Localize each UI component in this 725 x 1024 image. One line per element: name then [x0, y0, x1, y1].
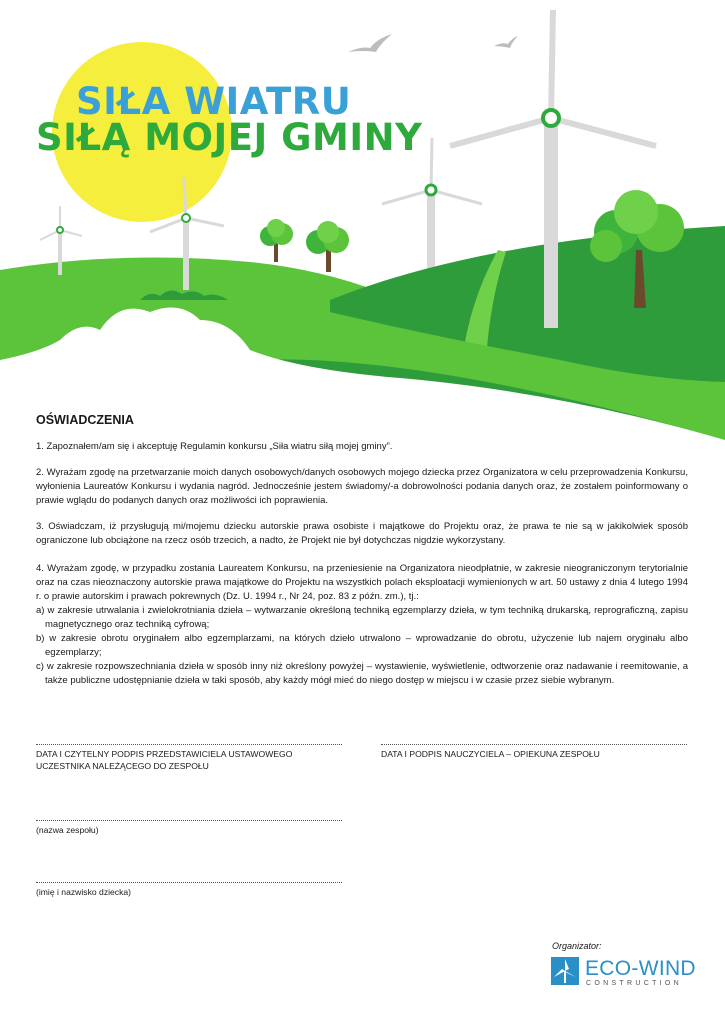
statement-4-subitem-a: a) w zakresie utrwalania i zwielokrotniania dzieła – wytwarzanie określoną techniką egzemplarzy dzieła, w tym techniką drukarską, reprograficzną, zapisu magnetycznego oraz techniką cyfrową; — [36, 605, 688, 630]
tree — [260, 219, 293, 262]
eco-wind-logo — [551, 957, 701, 991]
poster-title-line2: SIŁĄ MOJEJ GMINY — [36, 116, 423, 159]
child-name-label: (imię i nazwisko dziecka) — [36, 887, 132, 897]
statement-4-subitem-c: c) w zakresie rozpowszechniania dzieła w sposób inny niż określony powyżej – wystawienie, wyświetlenie, odtworzenie oraz nadawanie i reemitowanie, a także publiczne udostępnianie dzieła w taki sposób, aby każdy mógł mieć do niego dostęp w miejscu i w czasie przez siebie wybranym. — [36, 661, 688, 686]
logo-name: ECO-WIND — [585, 957, 696, 980]
teacher-signature-label: DATA I PODPIS NAUCZYCIELA – OPIEKUNA ZESPOŁU — [381, 749, 600, 759]
bird — [494, 36, 518, 48]
tree — [306, 221, 349, 272]
representative-signature-line[interactable] — [36, 744, 342, 745]
eco-wind-logo-icon — [551, 957, 579, 985]
child-name-line[interactable] — [36, 882, 342, 883]
statement-1: 1. Zapoznałem/am się i akceptuję Regulamin konkursu „Siła wiatru siłą mojej gminy”. — [36, 441, 393, 452]
statement-4-subitem-b: b) w zakresie obrotu oryginałem albo egzemplarzami, na których dzieło utrwalono – wprowadzanie do obrotu, użyczenie lub najem oryginału albo egzemplarzy; — [36, 633, 688, 658]
statement-4-text: 4. Wyrażam zgodę, w przypadku zostania Laureatem Konkursu, na przeniesienie na Organizatora nieodpłatnie, w zakresie nieograniczonym terytorialnie oraz na czas nieoznaczony autorskie prawa majątkowe do Projektu na wszystkich polach eksploatacji wymienionych w art. 50 ustawy z dnia 4 lutego 1994 r. o prawie autorskim i prawach pokrewnych (Dz. U. 1994 r., Nr 24, poz. 83 z późn. zm.), tj.: — [36, 563, 688, 602]
teacher-signature-line[interactable] — [381, 744, 687, 745]
representative-signature-label: DATA I CZYTELNY PODPIS PRZEDSTAWICIELA USTAWOWEGO UCZESTNIKA NALEŻĄCEGO DO ZESPOŁU — [36, 749, 293, 771]
statement-3: 3. Oświadczam, iż przysługują mi/mojemu dziecku autorskie prawa osobiste i majątkowe do Projektu oraz, że prawa te nie są w jakikolwiek sposób ograniczone lub obciążone na rzecz osób trzecich, a nadto, że Projekt nie był dotychczas nigdzie wykorzystany. — [36, 521, 688, 546]
team-name-label: (nazwa zespołu) — [36, 825, 99, 835]
organizer-label: Organizator: — [552, 941, 602, 951]
logo-subtitle: CONSTRUCTION — [586, 980, 682, 987]
team-name-line[interactable] — [36, 820, 342, 821]
statement-2: 2. Wyrażam zgodę na przetwarzanie moich danych osobowych/danych osobowych mojego dziecka przez Organizatora w celu przeprowadzenia Konkursu, wyłonienia Laureatów Konkursu i wydania nagród. Jednocześnie jestem świadomy/-a dobrowolności podania danych oraz, że zostałem poinformowany o prawie wglądu do podanych danych oraz możliwości ich poprawienia. — [36, 467, 688, 506]
poster-title-line1: SIŁA WIATRU — [76, 80, 352, 123]
hero-illustration — [0, 0, 725, 440]
bird — [348, 34, 392, 52]
statement-4 — [36, 562, 688, 688]
statements-heading: OŚWIADCZENIA — [36, 413, 134, 427]
